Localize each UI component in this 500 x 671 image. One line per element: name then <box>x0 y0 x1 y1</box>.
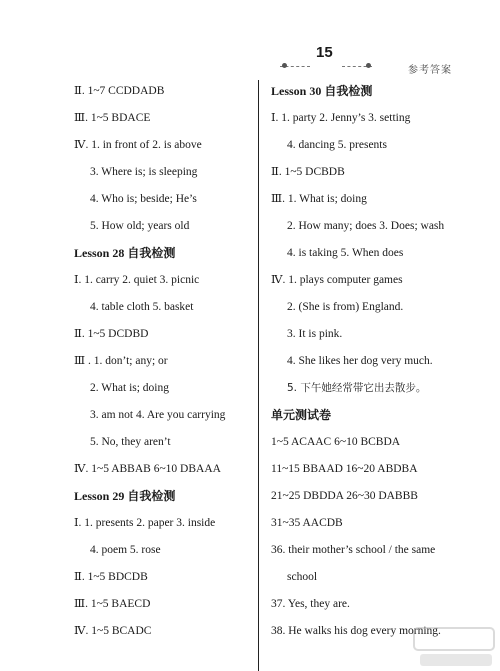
answer-line: 4. dancing 5. presents <box>287 139 387 151</box>
answer-line: 37. Yes, they are. <box>271 598 350 610</box>
answer-line: 5. 下午她经常带它出去散步。 <box>287 382 427 394</box>
answer-line: 38. He walks his dog every morning. <box>271 625 441 637</box>
answer-line: Ⅰ. 1. carry 2. quiet 3. picnic <box>74 274 200 286</box>
page-number-dot-right <box>366 63 371 68</box>
section-heading: Lesson 29 自我检测 <box>74 489 176 503</box>
answer-line: Ⅱ. 1~5 DCDBD <box>74 328 149 340</box>
answer-line: 31~35 AACDB <box>271 517 343 529</box>
section-heading: Lesson 30 自我检测 <box>271 84 373 98</box>
answer-line: Ⅲ. 1~5 BDACE <box>74 112 151 124</box>
answer-line: Ⅰ. 1. party 2. Jenny’s 3. setting <box>271 112 411 124</box>
answer-line: Ⅲ. 1. What is; doing <box>271 193 367 205</box>
answer-line: 5. No, they aren’t <box>90 436 171 448</box>
watermark-logo <box>410 622 500 671</box>
answer-line: 36. their mother’s school / the same <box>271 544 436 556</box>
answer-line: Ⅲ. 1~5 BAECD <box>74 598 151 610</box>
answer-line: 2. How many; does 3. Does; wash <box>287 220 445 232</box>
answer-line: Ⅳ. 1. in front of 2. is above <box>74 139 202 151</box>
answer-line: 5. How old; years old <box>90 220 190 232</box>
answer-line: Ⅱ. 1~7 CCDDADB <box>74 85 165 97</box>
section-heading: Lesson 28 自我检测 <box>74 246 176 260</box>
answer-line: 4. She likes her dog very much. <box>287 355 433 367</box>
section-heading: 单元测试卷 <box>271 408 332 422</box>
answer-line: 1~5 ACAAC 6~10 BCBDA <box>271 436 401 448</box>
answer-line: Ⅱ. 1~5 BDCDB <box>74 571 148 583</box>
page-number-dot-left <box>282 63 287 68</box>
answer-line: Ⅳ. 1. plays computer games <box>271 274 403 286</box>
answer-line: 2. (She is from) England. <box>287 301 404 313</box>
answer-line: 3. am not 4. Are you carrying <box>90 409 226 421</box>
answer-line: 3. It is pink. <box>287 328 343 340</box>
answer-line: school <box>287 571 318 583</box>
answer-line: Ⅳ. 1~5 BCADC <box>74 625 152 637</box>
page-number: 15 <box>316 44 333 61</box>
column-divider <box>258 80 259 671</box>
answer-line: 2. What is; doing <box>90 382 170 394</box>
answer-line: 4. is taking 5. When does <box>287 247 404 259</box>
answer-line: 4. poem 5. rose <box>90 544 161 556</box>
answer-line: 11~15 BBAAD 16~20 ABDBA <box>271 463 418 475</box>
answer-line: Ⅰ. 1. presents 2. paper 3. inside <box>74 517 216 529</box>
answer-line: 3. Where is; is sleeping <box>90 166 198 178</box>
answer-line: 4. table cloth 5. basket <box>90 301 194 313</box>
answer-line: Ⅳ. 1~5 ABBAB 6~10 DBAAA <box>74 463 221 475</box>
section-tag: 参考答案 <box>408 65 452 76</box>
answer-line: 21~25 DBDDA 26~30 DABBB <box>271 490 418 502</box>
answer-line: Ⅲ . 1. don’t; any; or <box>74 355 168 367</box>
answer-line: 4. Who is; beside; He’s <box>90 193 197 205</box>
answer-line: Ⅱ. 1~5 DCBDB <box>271 166 345 178</box>
